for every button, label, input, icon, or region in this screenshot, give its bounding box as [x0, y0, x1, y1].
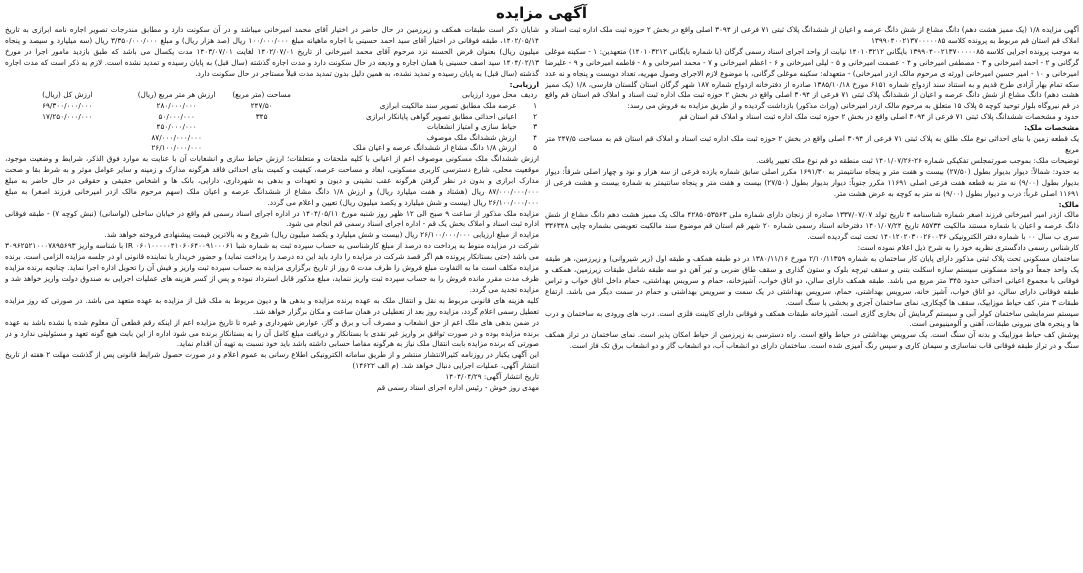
- row-number: ۱: [533, 101, 537, 111]
- row-unit-price: ۸۷/۰۰۰/۰۰۰/۰۰۰: [151, 132, 202, 142]
- table-row: [5, 112, 539, 123]
- row-total-value: [5, 122, 130, 133]
- right-paragraph: حدود و مشخصات ششدانگ پلاک ثبتی ۷۱ فرعی از ۳۰۹۴ اصلی واقع در بخش ۲ حوزه ثبت ملک اداره ثبت اسناد و املاک قم استان قم: [679, 112, 1079, 122]
- right-paragraph: آگهی مزایده ۱/۸ (یک ممیز هشت دهم) دانگ مشاع از شش دانگ عرصه و اعیان از ششدانگ پلاک ثبتی ۷۱ فرعی از ۳۰۹۴ اصلی واقع در بخش ۲ حوزه ثبت ملک اداره ثبت اسناد و املاک قم استان قم مربوط به پرونده کلاسه ۱۳۹۹۰۴۰۰۲۱۳۷۰۰۰۰۰۸۵: [545, 25, 1079, 45]
- row-total-value: ۱۷/۲۵۰/۰۰۰/۰۰۰: [42, 111, 93, 121]
- right-paragraph: به موجب پرونده اجرایی کلاسه ۱۳۹۹۰۴۰۰۲۱۳۷۰۰۰۰۰۸۵ بایگانی ۱۴۰۱۰۳۲۱۲ نیابت از واحد اجرای اسناد رسمی گرگان (با شماره بایگانی ۱۴۰۱۰۳۲۱۲) متعهدین: ۱ - سکینه موغلی گرگانی و ۲ - احمد امیرخانی و ۳ - مصطفی امیرخانی و ۴ - عصمت امیرخانی و ۵ - لیلی امیرخانی و ۶ - اعظم امیرخانی و ۷ - محمد امیرخانی و ۸ - فاطمه امیرخانی و ۹ - علیرضا امیرخانی و ۱۰ - امیر حسین امیرخانی (ورثه ی مرحوم مالک ازدر امیرخانی) - متعهدله: سکینه موغلی گرگانی، با موضوع لازم الاجرای وصول مهریه، تعداد دویست و پنجاه و نه عدد سکه تمام بهار آزادی طرح قدیم و به استناد سند ازدواج شماره ۶۱۵۱ مورخ ۱۳۸۵/۱۰/۱۸ صادره از دفترخانه ازدواج شماره ۱۸۷ شهر گرگان استان گلستان فارسی، ۱/۸ (یک ممیز هشت دهم) دانگ مشاع از شش دانگ عرصه و اعیان از ششدانگ پلاک ثبتی ۷۱ فرعی از ۳۰۹۴ اصلی واقع در بخش ۲ حوزه ثبت ملک اداره ثبت اسناد و املاک قم استان قم واقع در قم نیروگاه بلوار توحید کوچه ۵ پلاک ۱۵ متعلق به مرحوم مالک ازدر امیرخانی (وراث مذکور) بازداشت گردیده و از طریق مزایده به فروش می رسد:: [545, 46, 1079, 111]
- valuation-table: [5, 90, 539, 154]
- left-paragraph: این آگهی یکبار در روزنامه کثیرالانتشار منتشر و از طریق سامانه الکترونیکی اطلاع رسانی به عموم اعلام و در صورت حصول شرایط قانونی پس از گذشت مهلت ۲ هفته از تاریخ انتشار آگهی، عملیات اجرایی دنبال خواهد شد. (م الف ۱۴۶۲۲): [5, 350, 539, 371]
- row-unit-price: ۲۸۰/۰۰۰/۰۰۰: [156, 101, 197, 111]
- left-paragraph: کلیه هزینه های قانونی مربوط به نقل و انتقال ملک به عهده برنده مزایده و بدهی ها و دیون مربوط به ملک قبل از مزایده به عهده متعهد می باشد. در صورتی که روز مزایده تعطیل رسمی اعلام گردد، مزایده روز بعد از تعطیلی در همان ساعت و مکان برگزار خواهد شد.: [5, 295, 539, 316]
- left-paragraph: در ضمن بدهی های ملک اعم از حق انشعاب و مصرف آب و برق و گاز، عوارض شهرداری و غیره تا تاریخ مزایده اعم از اینکه رقم قطعی آن معلوم شده یا نشده باشد به عهده برنده مزایده بوده و در صورت توافق بر واریز غیر نقدی با بستانکار و دریافت مبلغ کامل آن را به بستانکار برنده می شود اداره از این بابت هیچ گونه تعهد و مسئولیتی ندارد و در صورتی که برنده مزایده بابت انتقال ملک نیاز به هرگونه مفاصا حسابی داشته باشد باید خود نسبت به تهیه آن اقدام نماید.: [5, 317, 539, 349]
- header-row-number: ردیف: [520, 90, 537, 100]
- row-total-value: [5, 133, 130, 144]
- row-unit-price: ۲۶/۱۰۰/۰۰۰/۰۰۰: [151, 143, 202, 153]
- table-row: [5, 143, 539, 154]
- right-paragraph: مالک ازدر امیر امیرخانی فرزند اصغر شماره شناسنامه ۴ تاریخ تولد ۱۳۳۷/۰۷/۰۷ صادره از زنجان دارای شماره ملی ۴۲۸۵۰۵۳۵۶۳ مالک یک ممیز هشت دهم دانگ مشاع از شش دانگ عرصه و اعیان با شماره مستند مالکیت ۸۵۷۳۴ تاریخ ۱۴۰۱/۰۷/۲۴ دفترخانه اسناد رسمی شماره ۲۰ شهر قم استان قم موضوع سند مالکیت تعویضی بشماره چاپی ۳۳۶۳۴۸ سری ب سال ۰۰ با شماره دفتر الکترونیکی ۱۴۰۱۲۰۲۰۳۰۰۲۶۰۰۳۶ تحت ثبت گردیده است.: [545, 210, 1079, 242]
- occupancy-paragraph: شایان ذکر است طبقات همکف و زیرزمین در حال حاضر در اختیار آقای محمد امیرخانی میباشد و در آن سکونت دارد و مطابق مندرجات تصویر اجاره نامه ابرازی به تاریخ ۱۴۰۲/۰۵/۱۴، طبقه فوقانی در اختیار آقای سید احمد حسینی با اجاره ماهیانه مبلغ ۱۰۰/۰۰۰/۰۰۰ ریال (صد هزار ریال) و مبلغ ۳/۳۵۰/۰۰۰/۰۰۰ ریال (سه میلیارد و سیصد و پنجاه میلیون ریال) بعنوان قرض الحسنه نزد مرحوم آقای محمد امیرخانی از تاریخ ۱۴۰۲/۰۷/۰۱ لغایت ۱۴۰۳/۰۷/۰۱ مدت یکسال می باشد که طبق بازدید مامور اجرا در مورخ ۱۴۰۴/۰۲/۱۳ سید اصف حسینی با همان اجاره و ودیعه در حال سکونت دارد و مدت اجاره گذشته (سال قبل) به پایان رسیده و تمدید نشده است. لازم به ذکر است که مدت اجاره گذشته (سال قبل) به پایان رسیده و تمدید نشده، به همین دلیل بدون تمدید مدت قبلاً مستاجر در حال سکونت دارد.: [5, 25, 539, 78]
- header-item: محل مورد ارزیابی: [461, 90, 517, 100]
- row-area: ۳۴۵: [255, 111, 268, 121]
- row-area: [224, 133, 300, 144]
- header-unit-price: ارزش هر متر مربع (ریال): [137, 90, 216, 100]
- header-total-value: ارزش کل (ریال): [42, 90, 93, 100]
- valuation-table-header: [5, 90, 539, 101]
- header-area: مساحت (متر مربع): [232, 90, 291, 100]
- right-paragraph: پوشش کف حیاط موزاییک و بدنه آن سنگ است. یک سرویس بهداشتی در حیاط واقع است. راه دسترسی به زیرزمین از حیاط امکان پذیر است. نمای ساختمان در تراز همکف سنگ و در تراز طبقه فوقانی قاب نماسازی و سیمان کاری و سپس رنگ آمیزی شده است. ساختمان دارای دو انشعاب آب، دو انشعاب گاز و دو انشعاب برق تک فاز است.: [545, 330, 1079, 351]
- table-row: [5, 133, 539, 144]
- row-unit-price: ۵۰/۰۰۰/۰۰۰: [158, 111, 195, 121]
- row-unit-price: ۴۵۰/۰۰۰/۰۰۰: [156, 122, 197, 132]
- row-area: [224, 143, 300, 154]
- row-total-value: [5, 143, 130, 154]
- valuation-caption: ارزیابی:: [509, 79, 539, 89]
- row-item: حیاط سازی و امتیاز انشعابات: [427, 122, 517, 132]
- left-paragraph: شرکت در مزایده منوط به پرداخت ده درصد از مبلغ کارشناسی به حساب سپرده ثبت به شماره شبا IR ۰۶۰۱۰۰۰۰۰۴۱۰۶۰۶۴۰۰۹۱۰۰۰۶۱ با شناسه واریز ۳۰۹۶۲۵۲۱۰۰۰۷۸۹۵۶۹۳ می باشد (حتی بستانکار پرونده هم اگر قصد شرکت در مزایده را دارد باید این ده درصد را پرداخت نماید) و حضور خریدار یا نماینده قانونی او در جلسه مزایده الزامی است. برنده مزایده مکلف است ما به التفاوت مبلغ فروش را ظرف مدت ۵ روز از تاریخ برگزاری مزایده به حساب سپرده ثبت واریز و فیش آن را تحویل اداره اجرا نماید. چنانچه برنده مزایده ظرف مدت مقرر مانده فروش را به حساب سپرده ثبت واریز ننماید، مبلغ مذکور قابل استرداد نبوده و پس از کسر هزینه های عملیات اجرایی به صندوق دولت واریز خواهد شد و مزایده تجدید می گردد.: [5, 241, 539, 294]
- publication-date: تاریخ انتشار آگهی: ۱۴۰۴/۰۴/۲۹: [445, 372, 539, 382]
- row-item: ارزش ۱/۸ دانگ مشاع از ششدانگ عرصه و اعیان ملک: [353, 143, 517, 153]
- right-paragraph: توضیحات ملک: بموجب صورتمجلس تفکیکی شماره ۲۶-۱۴۰۱/۰۷/۲۶ ثبت منطقه دو قم نوع ملک تغییر یافت.: [756, 155, 1079, 165]
- right-paragraph: ساختمان مسکونی تحت پلاک ثبتی مذکور دارای پایان کار ساختمان به شماره ۲/۱۰/۱۱۳۵۹ مورخ ۱۳۸۰/۱۱/۱۶ در دو طبقه همکف و طبقه اول (زیر شیروانی) و زیرزمین، هر طبقه یک واحد جمعاً دو واحد مسکونی سیستم سازه اسکلت بتنی و سقف تیرچه بلوک و ستون گذاری و سقف طاق ضربی و تیر آهن دو سه طبقه شامل طبقات زیرزمین، همکف و فوقانی با مجموع اعیانی احداثی حدود ۳۴۵ متر مربع می باشد. طبقه همکف دارای سالن، دو اتاق خواب، آشپزخانه، حمام و سرویس بهداشتی، حمام داخل اتاق خواب و تراس طبقه فوقانی دارای سالن، دو اتاق خواب، آشپز خانه، سرویس بهداشتی، حمام، سرویس بهداشتی در یک سمت و سرویس بهداشتی و حمام در سمت دیگر می باشد. ارتفاع طبقات ۳ متر، کف حیاط موزاییک، سقف ها گچکاری، نمای ساختمان آجری و بخشی با سنگ است.: [545, 254, 1079, 307]
- left-paragraph: ارزش ششدانگ ملک مسکونی موصوف اعم از اعیانی با کلیه ملحقات و متعلقات؛ ارزش حیاط سازی و انشعابات آن با عنایت به موارد فوق الذکر، شرایط و وضعیت موجود، موقعیت محلی، شارع دسترسی کاربری مسکونی، ابعاد و مساحت عرصه، کیفیت و کمیت بنای احداثی فاقد هرگونه مدارک و زمینه و سایر عوامل موثر و به شرط بقا و صحت مدارک ابرازی و بدون در نظر گرفتن هرگونه عقب نشینی و دیون و تعهدات و بدهی به شهرداری، دارایی، بانک ها و اشخاص حقیقی و حقوقی در حال حاضر به مبلغ ۸۷/۰۰۰/۰۰۰/۰۰۰ ریال (هشتاد و هفت میلیارد ریال) و ارزش ۱/۸ دانگ مشاع از ششدانگ عرصه و اعیان ملک (سهم مرحوم مالک ازدر امیرخانی فرزند اصغر) به مبلغ ۲۶/۱۰۰/۰۰۰/۰۰۰ ریال (بیست و شش میلیارد و یکصد میلیون ریال) تعیین و اعلام می گردد.: [5, 154, 539, 207]
- right-paragraph: سیستم سرمایشی ساختمان کولر آبی و سیستم گرمایش آن بخاری گازی است. آشپزخانه طبقات همکف و فوقانی دارای کابینت فلزی است. درب های ورودی به ساختمان و درب ها و پنجره های بیرونی طبقات، آهنی و آلومینیومی است.: [545, 308, 1079, 329]
- right-paragraph: مالک:: [1058, 199, 1079, 209]
- row-item: ارزش ششدانگ ملک موصوف: [426, 132, 517, 142]
- right-paragraph: یک قطعه زمین با بنای احداثی نوع ملک طلق به پلاک ثبتی ۷۱ فرعی از ۳۰۹۴ اصلی واقع در بخش ۲ حوزه ثبت ملک اداره ثبت اسناد و املاک قم استان قم به مساحت ۲۴۷/۵ متر مربع: [545, 134, 1079, 154]
- row-area: [224, 122, 300, 133]
- right-paragraph: کارشناس رسمی دادگستری نظریه خود را به شرح ذیل اعلام نموده است:: [857, 243, 1079, 253]
- table-row: [5, 101, 539, 112]
- document-title: آگهی مزایده: [495, 4, 588, 22]
- right-column: [545, 25, 1079, 571]
- terms-paragraphs: [5, 154, 539, 372]
- left-paragraph: مزایده ملک مذکور از ساعت ۹ صبح الی ۱۲ ظهر روز شنبه مورخ ۱۴۰۴/۰۵/۱۱ در اداره اجرای اسناد رسمی قم واقع در خیابان ساحلی (لواسانی) (نبش کوچه ۷) - طبقه فوقانی اداره ثبت اسناد و املاک بخش یک قم - اداره اجرای اسناد رسمی قم انجام می شود.: [5, 208, 539, 229]
- row-number: ۵: [533, 143, 537, 153]
- left-column: [5, 25, 539, 571]
- row-total-value: ۶۹/۳۰۰/۰۰۰/۰۰۰: [42, 101, 93, 111]
- row-number: ۲: [533, 111, 537, 121]
- signature: مهدی روز خوش - رئیس اداره اجرای اسناد رسمی قم: [376, 383, 539, 393]
- row-number: ۴: [533, 132, 537, 142]
- row-area: ۲۴۷/۵۰: [250, 101, 273, 111]
- right-paragraph: مشخصات ملک:: [1024, 123, 1079, 133]
- row-item: عرصه ملک مطابق تصویر سند مالکیت ابرازی: [379, 101, 517, 111]
- columns: [4, 25, 1079, 571]
- row-item: اعیانی احداثی مطابق تصویر گواهی پایانکار ابرازی: [366, 111, 517, 121]
- table-row: [5, 122, 539, 133]
- row-number: ۳: [533, 122, 537, 132]
- right-paragraph: به حدود: شمالاً: دیوار بدیوار بطول (۲۷/۵۰) بیست و هفت متر و پنجاه سانتیمتر به ۱۶۹۱/۳۰ مکرر اصلی سابق شماره یازده فرعی از سه هزار و نود و چهار اصلی شرقاً: دیوار بدیوار بطول (۹/۰۰) نه متر به قطعه هفت فرعی اصلی ۱۱۶۹۱ مکرر جنوباً: دیوار بدیوار بطول (۲۷/۵۰) بیست و هفت متر و پنجاه سانتیمتر به شماره بیست و هشت فرعی از ۱۱۶۹۱ اصلی غرباً: درب و دیوار بطول (۹/۰۰) نه متر به کوچه به عرض هشت متر.: [545, 166, 1079, 198]
- left-paragraph: مزایده از مبلغ ارزیابی ۲۶/۱۰۰/۰۰۰/۰۰۰ ریال (بیست و شش میلیارد و یکصد میلیون ریال) شروع و به بالاترین قیمت پیشنهادی فروخته خواهد شد.: [104, 230, 539, 240]
